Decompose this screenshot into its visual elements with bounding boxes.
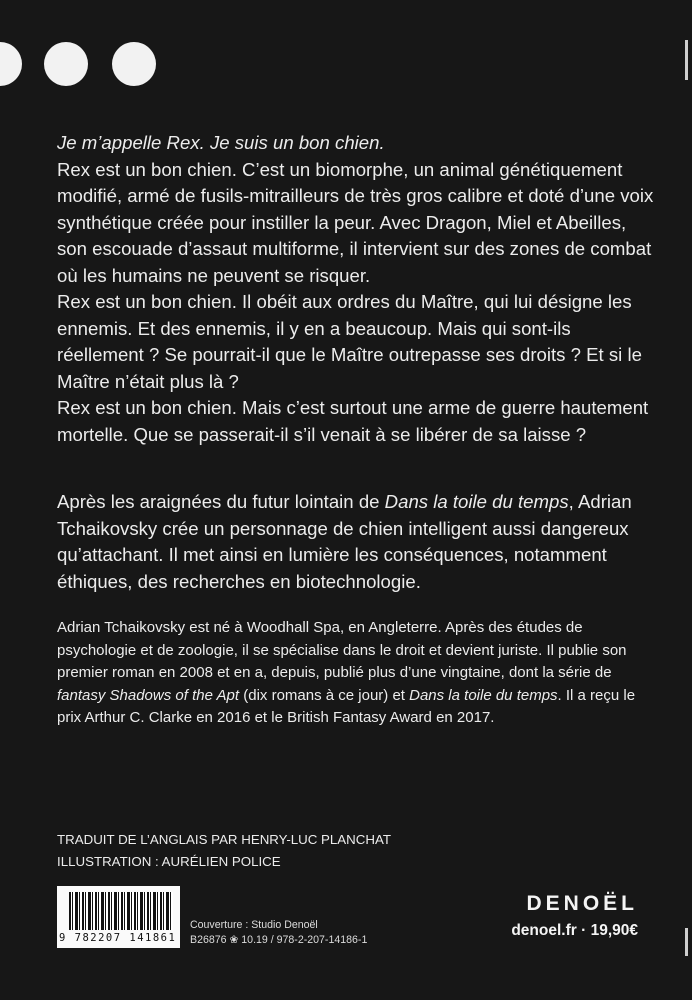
pitch-text: Après les araignées du futur lointain de bbox=[57, 491, 385, 512]
cover-credit: Couverture : Studio Denoël bbox=[190, 919, 318, 931]
illustration-credit: ILLUSTRATION : AURÉLIEN POLICE bbox=[57, 853, 281, 869]
publisher-site: denoel.fr bbox=[511, 922, 577, 939]
price-line bbox=[511, 922, 638, 940]
bio-book-title: Dans la toile du temps bbox=[409, 686, 558, 704]
pitch-text: , Adrian Tchaikovsky crée un personnage de chien intelligent aussi dangereux qu’attachant. Il met ainsi en lumière les conséquences, notamment éthiques, des recherches en biotechnologie. bbox=[57, 491, 632, 592]
publisher-logo: DENOËL bbox=[526, 892, 638, 915]
price: 19,90€ bbox=[590, 922, 638, 939]
blurb-paragraph: Rex est un bon chien. C’est un biomorphe, un animal génétiquement modifié, armé de fusils-mitrailleurs de très gros calibre et doté d’une voix synthétique créée pour instiller la peur. Avec Dragon, Miel et Abeilles, son escouade d’assaut multiforme, il intervient sur des zones de combat où les humains ne peuvent se risquer. bbox=[57, 158, 654, 286]
barcode-digits: 9 782207 141861 bbox=[59, 932, 177, 944]
credits bbox=[57, 829, 391, 872]
blurb-paragraph: Rex est un bon chien. Mais c’est surtout une arme de guerre hautement mortelle. Que se passerait-il s’il venait à se libérer de sa laisse ? bbox=[57, 397, 649, 445]
barcode-bars bbox=[69, 892, 173, 930]
decorative-dot bbox=[0, 42, 22, 86]
isbn-barcode bbox=[57, 886, 180, 948]
publisher-info bbox=[190, 918, 367, 948]
bio-series-title: fantasy Shadows of the Apt bbox=[57, 686, 240, 704]
blurb bbox=[57, 130, 657, 448]
decorative-dot bbox=[112, 42, 156, 86]
blurb-intro: Je m’appelle Rex. Je suis un bon chien. bbox=[57, 132, 385, 153]
bio-text: (dix romans à ce jour) et bbox=[239, 686, 410, 704]
reference-number: B26876 ❀ 10.19 / 978-2-207-14186-1 bbox=[190, 934, 368, 946]
blurb-paragraph: Rex est un bon chien. Il obéit aux ordres du Maître, qui lui désigne les ennemis. Et des ennemis, il y en a beaucoup. Mais qui sont-ils réellement ? Se pourrait-il que le Maître outrepasse ses droits ? Et si le Maître n’était plus là ? bbox=[57, 291, 642, 392]
cover-edge-mark bbox=[685, 40, 688, 80]
pitch-book-title: Dans la toile du temps bbox=[384, 491, 569, 512]
pitch-paragraph bbox=[57, 489, 657, 595]
cover-edge-mark bbox=[685, 928, 688, 956]
bio-text: Adrian Tchaikovsky est né à Woodhall Spa, en Angleterre. Après des études de psychologie et de zoologie, il se spécialise dans le droit et devient juriste. Il publie son premier roman en 2008 et en a, depuis, publié plus d’une vingtaine, dont la série de bbox=[57, 619, 627, 681]
price-separator: · bbox=[576, 922, 591, 939]
author-bio bbox=[57, 617, 657, 730]
bio-text: . Il a reçu le prix Arthur C. Clarke en 2016 et le British Fantasy Award en 2017. bbox=[57, 686, 636, 726]
translator-credit: TRADUIT DE L’ANGLAIS PAR HENRY-LUC PLANCHAT bbox=[57, 832, 391, 847]
decorative-dot bbox=[44, 42, 88, 86]
